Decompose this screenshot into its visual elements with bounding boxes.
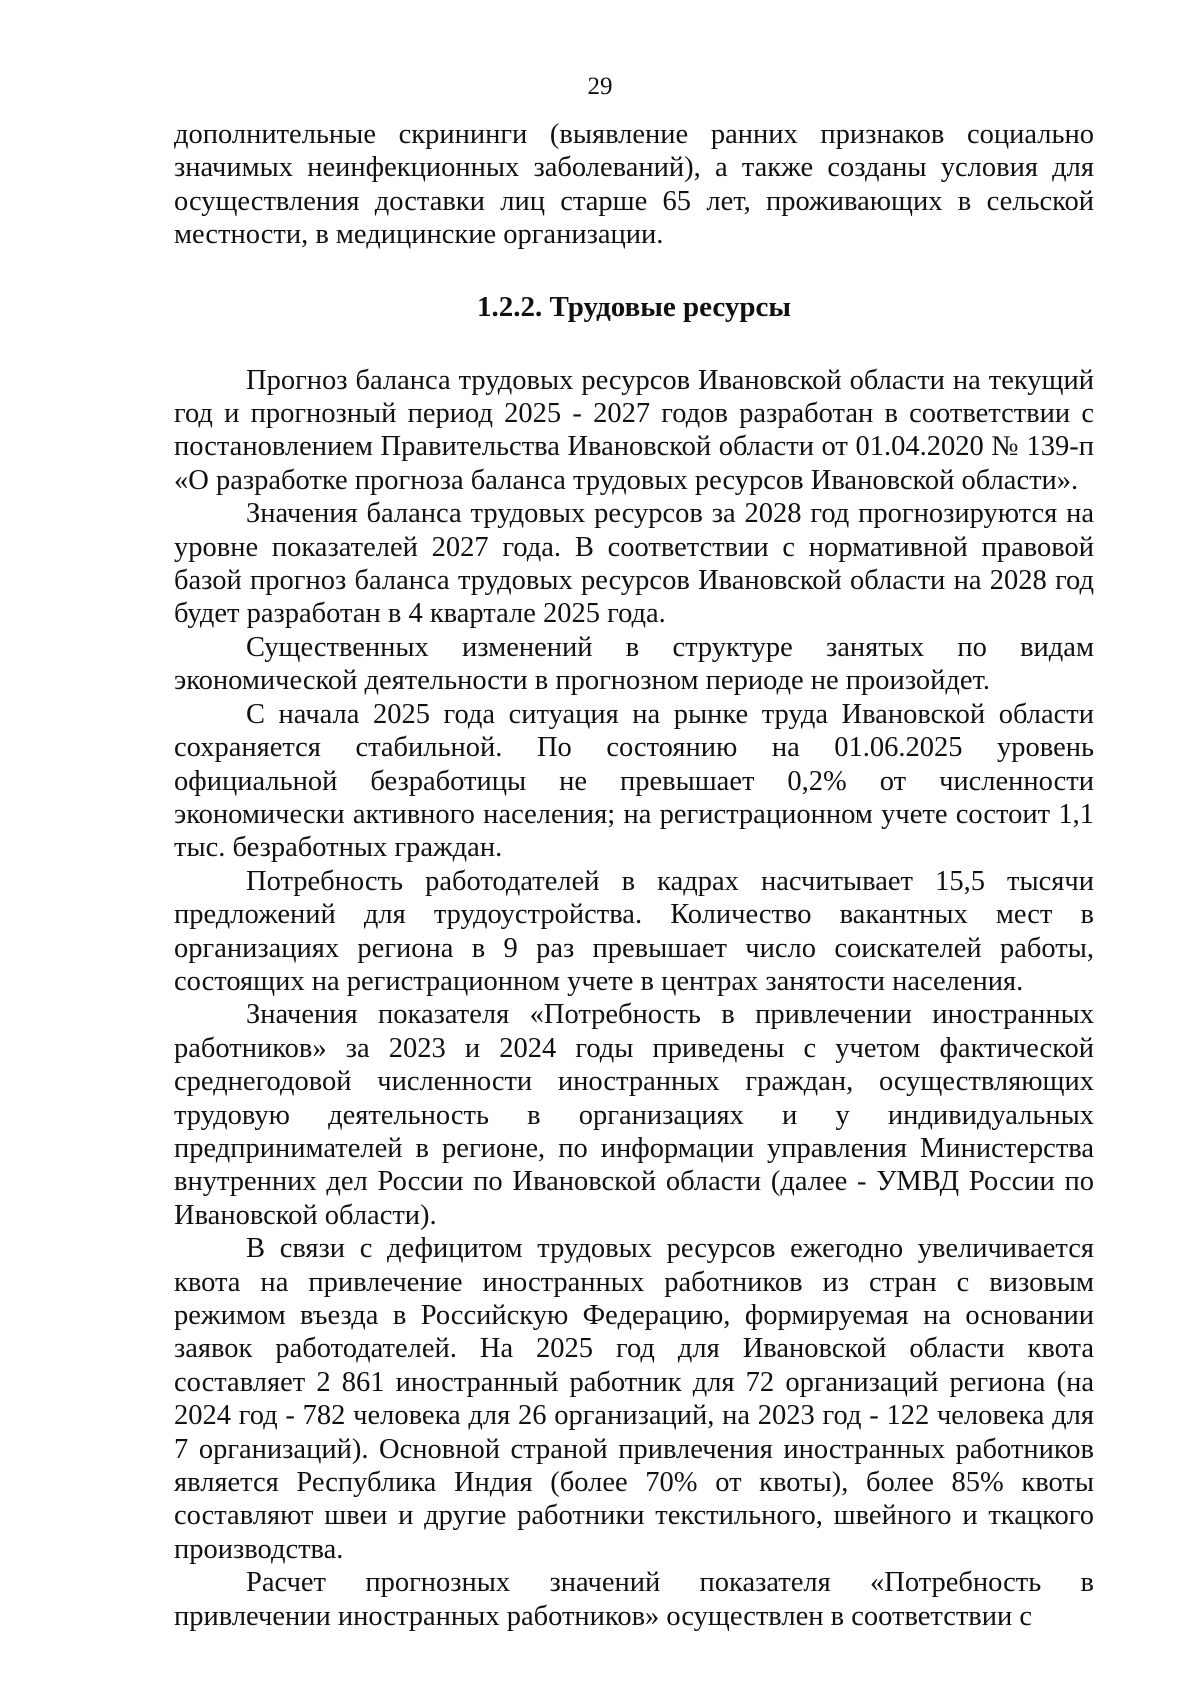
document-body	[174, 118, 1094, 1633]
intro-paragraph: дополнительные скрининги (выявление ранних признаков социально значимых неинфекционных заболеваний), а также созданы условия для осуществления доставки лиц старше 65 лет, проживающих в сельской местности, в медицинские организации.	[174, 119, 1094, 251]
paragraph-foreign-workers-indicator: Значения показателя «Потребность в привлечении иностранных работников» за 2023 и 2024 годы приведены с учетом фактической среднегодовой численности иностранных граждан, осуществляющих трудовую деятельность в организациях и у индивидуальных предпринимателей в регионе, по информации управления Министерства внутренних дел России по Ивановской области (далее - УМВД России по Ивановской области).	[174, 999, 1094, 1231]
paragraph-forecast-basis: Прогноз баланса трудовых ресурсов Ивановской области на текущий год и прогнозный период 2025 - 2027 годов разработан в соответствии с постановлением Правительства Ивановской области от 01.04.2020 № 139-п «О разработке прогноза баланса трудовых ресурсов Ивановской области».	[174, 364, 1094, 496]
paragraph-calculation: Расчет прогнозных значений показателя «Потребность в привлечении иностранных работников» осуществлен в соответствии с	[174, 1567, 1094, 1632]
paragraph-employer-demand: Потребность работодателей в кадрах насчитывает 15,5 тысячи предложений для трудоустройства. Количество вакантных мест в организациях региона в 9 раз превышает число соискателей работы, состоящих на регистрационном учете в центрах занятости населения.	[174, 865, 1094, 997]
section-title: 1.2.2. Трудовые ресурсы	[476, 290, 791, 323]
paragraph-labor-market: С начала 2025 года ситуация на рынке труда Ивановской области сохраняется стабильной. По состоянию на 01.06.2025 уровень официальной безработицы не превышает 0,2% от численности экономически активного населения; на регистрационном учете состоит 1,1 тыс. безработных граждан.	[174, 698, 1094, 864]
paragraph-2028-values: Значения баланса трудовых ресурсов за 2028 год прогнозируются на уровне показателей 2027 года. В соответствии с нормативной правовой базой прогноз баланса трудовых ресурсов Ивановской области на 2028 год будет разработан в 4 квартале 2025 года.	[174, 498, 1094, 630]
paragraph-employment-structure: Существенных изменений в структуре занятых по видам экономической деятельности в прогнозном периоде не произойдет.	[174, 631, 1094, 697]
paragraph-quota: В связи с дефицитом трудовых ресурсов ежегодно увеличивается квота на привлечение иностранных работников из стран с визовым режимом въезда в Российскую Федерацию, формируемая на основании заявок работодателей. На 2025 год для Ивановской области квота составляет 2 861 иностранный работник для 72 организаций региона (на 2024 год - 782 человека для 26 организаций, на 2023 год - 122 человека для 7 организаций). Основной страной привлечения иностранных работников является Республика Индия (более 70% от квоты), более 85% квоты составляют швеи и другие работники текстильного, швейного и ткацкого производства.	[174, 1233, 1094, 1565]
page-number: 29	[587, 73, 613, 100]
